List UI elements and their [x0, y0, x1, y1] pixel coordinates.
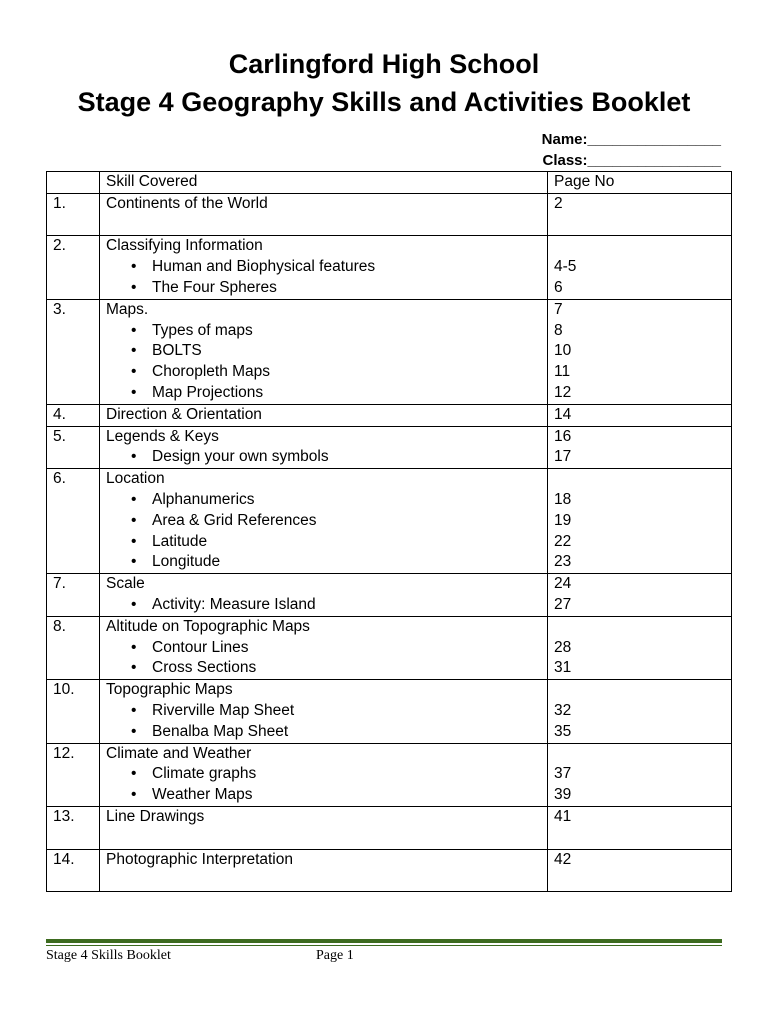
- row-number: 6.: [47, 469, 100, 574]
- row-number: 5.: [47, 426, 100, 469]
- table-row: [47, 236, 732, 299]
- skill-title: Legends & Keys: [106, 427, 219, 445]
- footer-page-number: Page 1: [316, 948, 354, 963]
- row-skill-cell: [100, 426, 548, 469]
- footer-rule-thick: [46, 939, 722, 943]
- sub-skill-item: • Map Projections: [106, 383, 541, 404]
- table-row: [47, 469, 732, 574]
- row-number: 1.: [47, 193, 100, 236]
- row-skill-cell: [100, 469, 548, 574]
- row-skill-cell: [100, 404, 548, 426]
- row-number: 10.: [47, 680, 100, 743]
- sub-page-number: 28: [554, 638, 572, 656]
- sub-skill-item: • BOLTS: [106, 341, 541, 362]
- row-page-cell: [548, 616, 732, 679]
- table-row: [47, 680, 732, 743]
- page-number: [554, 469, 725, 490]
- header-skill: Skill Covered: [100, 172, 548, 194]
- skill-title: Topographic Maps: [106, 681, 233, 699]
- booklet-title: Stage 4 Geography Skills and Activities Booklet: [77, 87, 691, 117]
- row-number: 4.: [47, 404, 100, 426]
- sub-page-number: 8: [554, 321, 563, 339]
- page-number: [554, 617, 725, 638]
- table-row: [47, 299, 732, 404]
- sub-page-number: 18: [554, 490, 572, 508]
- sub-page-number: 22: [554, 532, 572, 550]
- sub-skill-item: • Climate graphs: [106, 764, 541, 785]
- row-skill-cell: [100, 743, 548, 806]
- spacer-line: [106, 828, 541, 849]
- skill-title: Climate and Weather: [106, 744, 252, 762]
- page-number: 24: [554, 575, 572, 593]
- page-number: [554, 680, 725, 701]
- sub-page-number: 12: [554, 383, 572, 401]
- sub-page-number: 37: [554, 765, 572, 783]
- table-row: [47, 743, 732, 806]
- skill-title: Photographic Interpretation: [106, 850, 293, 868]
- table-row: [47, 849, 732, 892]
- table-row: [47, 806, 732, 849]
- sub-page-number: 35: [554, 722, 572, 740]
- row-number: 14.: [47, 849, 100, 892]
- row-page-cell: [548, 404, 732, 426]
- page-number: 42: [554, 850, 572, 868]
- row-page-cell: [548, 806, 732, 849]
- row-skill-cell: [100, 849, 548, 892]
- page-number: [554, 744, 725, 765]
- sub-skill-item: • Cross Sections: [106, 658, 541, 679]
- skill-title: Line Drawings: [106, 807, 205, 825]
- row-skill-cell: [100, 616, 548, 679]
- table-row: [47, 616, 732, 679]
- skill-title: Maps.: [106, 300, 149, 318]
- skill-title: Direction & Orientation: [106, 405, 262, 423]
- skill-title: Continents of the World: [106, 194, 268, 212]
- class-field: Class:________________: [542, 152, 721, 169]
- sub-skill-item: • Types of maps: [106, 321, 541, 342]
- row-page-cell: [548, 574, 732, 617]
- sub-skill-item: • Latitude: [106, 532, 541, 553]
- row-skill-cell: [100, 680, 548, 743]
- row-page-cell: [548, 849, 732, 892]
- page-number: 7: [554, 300, 563, 318]
- table-row: [47, 404, 732, 426]
- row-skill-cell: [100, 299, 548, 404]
- name-field: Name:________________: [541, 131, 721, 148]
- sub-page-number: 4-5: [554, 258, 577, 276]
- sub-skill-item: • Area & Grid References: [106, 511, 541, 532]
- row-page-cell: [548, 426, 732, 469]
- spacer-line: [106, 870, 541, 891]
- row-skill-cell: [100, 236, 548, 299]
- sub-page-number: 10: [554, 342, 572, 360]
- table-row: [47, 426, 732, 469]
- table-row: [47, 574, 732, 617]
- sub-skill-item: • Human and Biophysical features: [106, 257, 541, 278]
- sub-skill-item: • Benalba Map Sheet: [106, 722, 541, 743]
- header-page: Page No: [548, 172, 732, 194]
- row-number: 7.: [47, 574, 100, 617]
- row-number: 2.: [47, 236, 100, 299]
- row-skill-cell: [100, 574, 548, 617]
- sub-skill-item: • Choropleth Maps: [106, 362, 541, 383]
- row-page-cell: [548, 680, 732, 743]
- row-page-cell: [548, 469, 732, 574]
- footer-booklet-name: Stage 4 Skills Booklet: [46, 948, 171, 963]
- contents-table: [46, 171, 732, 892]
- sub-skill-item: • Contour Lines: [106, 638, 541, 659]
- skill-title: Altitude on Topographic Maps: [106, 617, 310, 635]
- sub-skill-item: • Weather Maps: [106, 785, 541, 806]
- page-number: 2: [554, 194, 563, 212]
- row-number: 8.: [47, 616, 100, 679]
- row-page-cell: [548, 743, 732, 806]
- sub-skill-item: • The Four Spheres: [106, 278, 541, 299]
- sub-page-number: 11: [554, 363, 571, 381]
- row-number: 12.: [47, 743, 100, 806]
- sub-page-number: 19: [554, 511, 572, 529]
- skill-title: Location: [106, 470, 165, 488]
- page-number: 14: [554, 405, 572, 423]
- sub-page-number: 6: [554, 278, 563, 296]
- spacer-line: [106, 215, 541, 236]
- row-page-cell: [548, 193, 732, 236]
- sub-skill-item: • Riverville Map Sheet: [106, 701, 541, 722]
- table-header-row: [47, 172, 732, 194]
- row-number: 13.: [47, 806, 100, 849]
- sub-page-number: 39: [554, 786, 572, 804]
- page-number: 16: [554, 427, 572, 445]
- sub-page-number: 32: [554, 701, 572, 719]
- row-page-cell: [548, 236, 732, 299]
- row-skill-cell: [100, 806, 548, 849]
- table-row: [47, 193, 732, 236]
- row-page-cell: [548, 299, 732, 404]
- row-skill-cell: [100, 193, 548, 236]
- sub-page-number: 27: [554, 595, 572, 613]
- sub-skill-item: • Activity: Measure Island: [106, 595, 541, 616]
- sub-skill-item: • Design your own symbols: [106, 447, 541, 468]
- sub-skill-item: • Alphanumerics: [106, 490, 541, 511]
- row-number: 3.: [47, 299, 100, 404]
- sub-page-number: 23: [554, 553, 572, 571]
- sub-skill-item: • Longitude: [106, 552, 541, 573]
- sub-page-number: 17: [554, 448, 572, 466]
- footer-rule-thin: [46, 945, 722, 946]
- sub-page-number: 31: [554, 659, 572, 677]
- skill-title: Classifying Information: [106, 237, 263, 255]
- page-number: 41: [554, 807, 572, 825]
- school-title: Carlingford High School: [228, 49, 540, 79]
- skill-title: Scale: [106, 575, 145, 593]
- header-number: [47, 172, 100, 194]
- page-number: [554, 236, 725, 257]
